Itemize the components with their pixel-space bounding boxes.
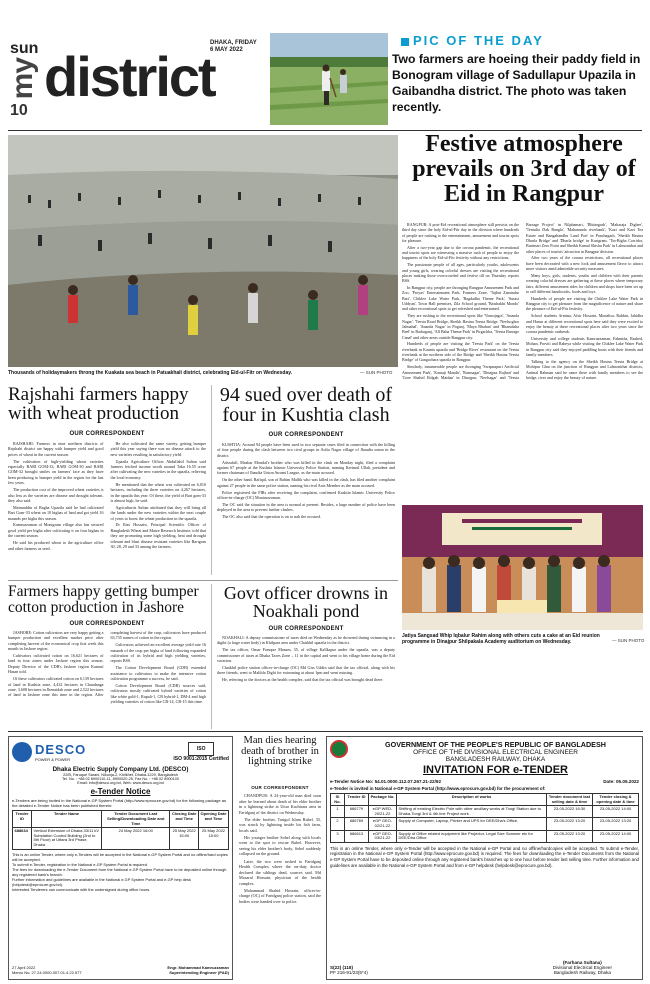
noakhali-byline: OUR CORRESPONDENT bbox=[268, 626, 344, 632]
chandpur-byline: OUR CORRESPONDENT bbox=[251, 785, 309, 790]
section-rule bbox=[8, 580, 398, 581]
railway-signer-title: Divisional Electrical Engineer bbox=[552, 965, 612, 970]
kushtia-para: KUSHTIA: Around 94 people have been sued in two separate cases filed in connection with the killing of four people during the clash between two rival groups in Aulia Nagar village of Jhaudia union in the district. bbox=[217, 442, 395, 458]
table-cell: Shifting of existing Electric Pole with other ancillary works at Tongi Station due to Dhaka-Tongi 3rd & 4th line Project work. bbox=[397, 806, 547, 818]
noakhali-para: Chatkhil police station officer-in-charge (OC) Md Giss Uddin said that the tax official, along with his three friends, went to Malihla Dighi for swimming at about 1pm and went missing. bbox=[217, 664, 395, 676]
festive-para: RANGPUR: A post-Eid recreational atmosphere still persists on the third day since the holy Eid-ul-Fitr day in the division where hundreds of people are rushing to the entertainment, amusement and tourist spots for pleasure. bbox=[402, 222, 519, 243]
beach-photo bbox=[8, 135, 398, 367]
railway-signer-org: Bangladesh Railway, Dhaka bbox=[553, 970, 611, 975]
desco-ad bbox=[8, 736, 233, 980]
kushtia-headline: 94 sued over death of four in Kushtia clash bbox=[219, 384, 393, 427]
jashore-para: The Cotton Development Board (CDB) extended assistance to cultivators to make the intensive cotton cultivation programme a success, he said. bbox=[110, 665, 206, 682]
potd-photo bbox=[270, 33, 388, 125]
desco-date: 27 April 2022 bbox=[12, 965, 36, 970]
railway-ad bbox=[326, 736, 643, 980]
table-header-row bbox=[13, 811, 229, 828]
desco-email: Email: info@desco.org.bd, Web: www.desco.org.bd bbox=[77, 781, 164, 785]
desco-company: Dhaka Electric Supply Company Ltd. (DESCO) bbox=[52, 766, 189, 773]
table-cell: 23-05-2022 14:00 bbox=[593, 806, 639, 818]
table-header: Package No. bbox=[369, 794, 397, 806]
rajshahi-para: Upazila Agriculture Officer Abdullahil Sultan said farmers fetched income worth around Taka 16.55 crore after cultivating the new varieties in the upazila, relieving the local economy. bbox=[110, 458, 206, 480]
rajshahi-para: Agriculturist Sultan attributed that they will bring all the lands under the new varieties within the next couple of years to boost the wheat production in the upazila. bbox=[110, 504, 206, 521]
chandpur-headline: Man dies hearing death of brother in lightning strike bbox=[241, 735, 319, 768]
table-cell: eGP GEO-02/21-22 bbox=[369, 818, 397, 830]
rajshahi-para: The production cost of the improved wheat varieties is also less as the varieties are disease and drought tolerant, they also said. bbox=[8, 487, 104, 503]
desco-signer-title: Superintending Engineer (P&D) bbox=[169, 970, 229, 975]
railway-notes: This is an online Tender, where only e-Tender will be accepted in the National e-GP Portal and no offline/hardcopies will be accepted. To submit e-Tender, registration in the National e-GP System Portal (http://www.eprocure.gov.bd) is required. The fees for downloading the e-Tender Documents from the National e-GP System Portal have to be deposited online through any registered bank's branches up to one hour before tender last selling time. Further information and guidelines are available in the National e-GP System Portal and from e-GP helpdesk (helpdesk@eprocure.gov.bd). bbox=[330, 845, 639, 868]
dateline-date: 6 MAY 2022 bbox=[210, 47, 243, 54]
desco-note: This is an online Tender, where only e-Tenders will be accepted in the National e-GP System Portal and no offline/hard copies will be accepted. bbox=[12, 851, 228, 862]
table-cell: Vertical Extension of Dhaka 33/11 kV Substation Control Building (2nd to 5th Floor) at Uttara 3rd Phase, Dhaka bbox=[32, 828, 102, 849]
desco-iso: ISO 9001:2015 Certified bbox=[173, 756, 229, 762]
table-cell: 1 bbox=[331, 806, 345, 818]
festive-para: Hundreds of people are visiting the Chiklee Lake Water Park in Rangpur city to get pleasure from the magnificence of nature and share the pleasure of Eid-ul-Fitr festivity. bbox=[526, 295, 643, 312]
festive-para: School students Armina, Afsir Hossain, Monalisa, Rabbin, Jahidha and Harun at different recreational spots here said they were excited to enjoy the beauty at these recreational places after two years since the corona pandemic outbreak. bbox=[526, 313, 643, 335]
jashore-para: Cultivators cultivated cotton on 16,621 hectares of land in four zones under Jashore region this season, Deputy Director of the CDB's Jashore region Kamrul Hasan told. bbox=[8, 653, 104, 675]
chandpur-para: The elder brother, Tarigul Islam Rubel, 35, was struck by lightning inside his fish farm, locals said. bbox=[239, 816, 321, 833]
desco-notes bbox=[12, 852, 229, 893]
table-row bbox=[13, 828, 229, 849]
table-cell: 24 May 2022 16:00 bbox=[102, 828, 170, 849]
table-cell: 23-05-2022 13:20 bbox=[593, 818, 639, 830]
rajshahi-byline: OUR CORRESPONDENT bbox=[69, 431, 145, 437]
beach-caption: Thousands of holidaymakers throng the Kuakata sea beach in Patuakhali district, celebrating Eid-ul-Fitr on Wednesday. bbox=[8, 370, 293, 376]
potd-label-text: PIC OF THE DAY bbox=[413, 33, 544, 48]
rajshahi-headline: Rajshahi farmers happy with wheat production bbox=[8, 384, 189, 425]
festive-body bbox=[402, 222, 643, 502]
table-row bbox=[331, 830, 639, 842]
table-header: Tender closing & opening date & time bbox=[593, 794, 639, 806]
noakhali-para: He, referring to the doctors at the health complex, said that the tax official was brought dead there. bbox=[222, 677, 384, 683]
table-row bbox=[331, 818, 639, 830]
table-cell: eGP WED-20/21-22 bbox=[369, 806, 397, 818]
kushtia-para: The OC said the situation in the area is normal at present. Besides, a large number of police have been deployed in the area to prevent further clashes. bbox=[217, 501, 395, 513]
table-header: Tender Name bbox=[32, 811, 102, 828]
column-divider bbox=[211, 385, 212, 575]
desco-signer: Engr. Mohammad Kamruzzaman bbox=[167, 965, 229, 970]
table-cell: Supply of Office related equipment like Projector, Legal Size Scanner etc for DEE/Dha Office bbox=[397, 830, 547, 842]
table-header: Tender document last selling date & time bbox=[547, 794, 593, 806]
rajshahi-para: The cultivation of high-yielding wheat varieties especially BARI GOM-33, BARI GOM-30 and BARI GOM-32 brought smiles on farmers' face as they have been producing to bumper yield in the region for the last few years. bbox=[8, 458, 104, 486]
railway-pf: PF 216-91/23(5*4) bbox=[330, 970, 368, 975]
column-divider bbox=[211, 584, 212, 729]
potd-marker-icon bbox=[401, 38, 409, 46]
railway-title: INVITATION FOR e-TENDER bbox=[422, 764, 569, 776]
table-header: Opening Date and Time bbox=[198, 811, 228, 828]
festive-para: Similarly, innumerable people are thronging 'Swapnapuri Artificial Amusement Park', 'Kantaji Mandir', 'Ramsagar', 'Dinajpur Rajbari' and 'Gore Shahid Eidgah Maidan' in Dinajpur, 'Neelsagar' and 'Teesta Barrage Project' in Nilphamari, 'Bhitargarh', 'Maharaja Dighee', 'Tentulia Dak Bangla', 'Mahananda riverbank', 'Kazi and Kazi Tea Estate and Bangabandhu Land Port' in Panchagarh, 'Sheikh Hasina Dharla Bridge' and 'Dharla bridge' in Kurigram, 'Tin-Bigha Corridor, Burimari Zero Point and Sheikh Kamal Shishu Park' in Lalmonirhat and other places of tourists' attraction in Rangpur division. bbox=[402, 222, 643, 380]
potd-label bbox=[401, 33, 544, 48]
table-header-row bbox=[331, 794, 639, 806]
table-header: Description of works bbox=[397, 794, 547, 806]
beach-credit: — SUN PHOTO bbox=[360, 370, 393, 375]
table-cell: eGP GEO-03/21-22 bbox=[369, 830, 397, 842]
railway-footer-right bbox=[553, 960, 612, 975]
table-header: Tender Document Last Selling/Downloading Date and Time bbox=[102, 811, 170, 828]
table-cell: 686779 bbox=[345, 806, 369, 818]
rajshahi-para: He also cultivated the same variety, getting bumper yield this year saying there was no disease attack to the new varieties resulting in satisfactory yield. bbox=[110, 441, 206, 457]
desco-note: The fees for downloading the e-Tender Document from the National e-GP System Portal have to be deposited online through any registered bank's branch. bbox=[12, 866, 227, 877]
desco-logo-icon bbox=[12, 742, 32, 762]
table-header: Tender ID bbox=[13, 811, 32, 828]
desco-notice-title: e-Tender Notice bbox=[90, 787, 151, 796]
table-header: Sl No. bbox=[331, 794, 345, 806]
railway-intro: e-Tender is invited in National e-GP System Portal (http://www.eprocure.gov.bd) for the procurement of: bbox=[330, 786, 546, 791]
iso-badge-icon: ISO bbox=[188, 742, 214, 756]
festive-para: Many boys, girls, students, youths and children with their parents wearing colorful dresses are gathering at these places where temporary fairs, different amusement rides for children and shops have been set up to sell different handicrafts, foods and toys. bbox=[526, 272, 643, 294]
table-row bbox=[331, 806, 639, 818]
table-cell: 3 bbox=[331, 830, 345, 842]
page-number: 10 bbox=[10, 102, 28, 119]
table-cell: 23-05-2022 16:30 bbox=[547, 806, 593, 818]
jatiya-credit: — SUN PHOTO bbox=[612, 638, 645, 643]
jashore-byline: OUR CORRESPONDENT bbox=[69, 621, 145, 627]
jashore-headline: Farmers happy getting bumper cotton production in Jashore bbox=[8, 583, 199, 616]
desco-logo: DESCO bbox=[35, 742, 87, 757]
festive-para: University and college students Kamruzzaman, Fahmida, Rashed, Mohan, Proviti and Rabeya while visiting the Chiklee Lake Water Park in Rangpur city said they enjoyed paddling boats with their friends and family members. bbox=[526, 336, 643, 358]
desco-table bbox=[12, 810, 229, 849]
table-cell: 25 May 2022 15:00 bbox=[170, 828, 198, 849]
festive-headline: Festive atmosphere prevails on 3rd day of Eid in Rangpur bbox=[412, 131, 636, 208]
desco-intro: e-Tenders are being invited in the National e-GP System Portal (http://www.eprocure.gov.bd) for the following package as the detailed e-Tender Notice has been published therein: bbox=[12, 798, 226, 809]
table-cell: 25 May 2022 15:00 bbox=[198, 828, 228, 849]
kushtia-para: Ashrafull, Mazhar Mondal's brother who was killed in the clash on Monday night, filed a complaint against 67 people at the Kushtia Islamic University Police Station, naming Kerimul Ullah, president and former chairman of Jhaudia Union Awami League, as the main accused. bbox=[217, 459, 395, 476]
jashore-body bbox=[8, 630, 206, 730]
jatiya-caption: Jatiya Sangsad Whip Iqbalur Rahim along with others cuts a cake at an Eid reunion programme in Dinajpur Shilpakala Academy auditorium on Wednesday. bbox=[402, 633, 600, 646]
rajshahi-para: He said his produced wheat to the agriculture office and other farmers as seed. bbox=[8, 540, 104, 551]
railway-office: OFFICE OF THE DIVISIONAL ELECTRICAL ENGINEER bbox=[413, 749, 578, 756]
desco-note: To submit e-Tender, registration in the National e-GP System Portal is required. bbox=[12, 861, 148, 867]
desco-tel: Tel. No. : +88 02 8900110-11, 8900020-25, Fax No. : +88 02 8900100 bbox=[61, 777, 180, 781]
railway-notice-line bbox=[330, 779, 639, 784]
desco-note: Further information and guidelines are available in the National e-GP System Portal and e-GP help desk (helpdesk@eprocure.gov.bd). bbox=[12, 876, 191, 887]
desco-address: 22/B, Faruque Sarani, Nikunja-2, Khilkhet, Dhaka-1229, Bangladesh bbox=[63, 773, 178, 777]
table-cell: 688634 bbox=[13, 828, 32, 849]
jatiya-photo bbox=[402, 505, 643, 630]
potd-caption: Two farmers are hoeing their paddy field in Bonogram village of Sadullapur Upazila in Gaibandha district. The photo was taken recently. bbox=[392, 52, 641, 114]
noakhali-headline: Govt officer drowns in Noakhali pond bbox=[223, 583, 389, 622]
rajshahi-para: Kamruzzaman of Monigram village also has secured good yield per bigha after cultivating it on four bighas in the current season. bbox=[8, 522, 104, 539]
table-header: Tender ID bbox=[345, 794, 369, 806]
railway-footer-left bbox=[330, 965, 368, 975]
noakhali-para: The tax officer, Omar Faruque Masum, 35, of village Kallkapur under the upazila, was a deputy commissioner of taxes at Dhaka Taxes Zone – 11 in the capital and went to his village home during the Eid vacation. bbox=[217, 647, 395, 664]
rajshahi-para: He mentioned that the wheat was cultivated on 6,016 hectares, including the three varieties on 4,267 hectares, in the upazila this year. Of these, the yield of Bari gom-33 is almost high, he said. bbox=[110, 481, 206, 503]
masthead-my: my bbox=[6, 58, 39, 100]
kushtia-body bbox=[217, 442, 395, 577]
desco-footer-left bbox=[12, 965, 82, 975]
festive-para: After two years of the corona restrictions, all recreational places have been decorated with a new look and amusement flavor to attract more visitors amid admirable security measures. bbox=[526, 255, 643, 272]
masthead-district: district bbox=[44, 45, 215, 108]
kushtia-para: The OC also said that the operation is on to nab the accused. bbox=[222, 514, 322, 520]
jashore-para: Of these cultivators cultivated cotton on 6,139 hectares of land in Kushtia zone, 4,432 hectares in Chuadanga zone, 3,608 hectares in Jhenaidah zone and 2,522 hectares of land in Jashore zone this time in the region. After completing harvest of the crop, cultivators have produced 63,735 tonnes of cotton in the region. bbox=[8, 630, 206, 698]
festive-para: Talking to the agency on the Sheikh Hasina Teesta Bridge at Mohipur Ghat on the junction of Rangpur and Lalmonirhat districts, Animal Rahman said he came there with family members to see the bridge, river and enjoy the beauty of nature. bbox=[526, 358, 643, 380]
table-cell: 686769 bbox=[345, 818, 369, 830]
railway-gov: GOVERNMENT OF THE PEOPLE'S REPUBLIC OF BANGLADESH bbox=[385, 740, 606, 749]
railway-ref: S(22) (118) bbox=[330, 965, 353, 970]
kushtia-para: On the other hand, Rafiqul, son of Rahim Mallik who was killed in the clash, has filed another complaint against 27 people in the same police station, naming his rival Anis Member as the main accused. bbox=[217, 477, 395, 488]
table-cell: Supply of Computer, Laptop, Printer and UPS for DEE/Dha's Office. bbox=[397, 818, 547, 830]
jashore-para: JASHORE: Cotton cultivators are very happy getting a bumper production and excellent market price after completing harvest of the economical crop first week this month in Jashore region. bbox=[8, 630, 104, 652]
table-cell: 23-05-2022 14:00 bbox=[593, 830, 639, 842]
bd-emblem-icon bbox=[330, 740, 348, 758]
dateline bbox=[210, 40, 257, 54]
desco-note: Interested Tenderers can communicate with the undersigned during office hours. bbox=[12, 887, 151, 893]
railway-signer: (Farhana Sultana) bbox=[562, 960, 602, 965]
kushtia-para: Police registered the FIRs after receiving the complaint, confirmed Kushtia Islamic University Police officer-in-charge (OC) Moniruzzaman. bbox=[217, 489, 395, 501]
table-cell: 23-05-2022 13:20 bbox=[547, 818, 593, 830]
festive-para: They are rushing to the recreational spots like 'Vinnojagot', 'Ananda Nagar', 'Teesta Road Bridge, Sheikh Hasina Teesta Bridge, 'Neelsoghor Jalmahal', 'Ananda Nagar' in Pirganj, 'Maya Bhaban' and 'Bharudaha Beel' in Badarganj, 'All Baba Theme Park' in Pirgachha, 'Teesta Barrage Canal' and other areas outside Rangpur city. bbox=[402, 313, 519, 340]
desco-tagline: POWER & POWER bbox=[35, 757, 71, 762]
kushtia-byline: OUR CORRESPONDENT bbox=[268, 432, 344, 438]
railway-notice-no: e-Tender Notice No: 54.01.0000.112.07.267.21-22/92 bbox=[330, 779, 441, 784]
table-cell: 686613 bbox=[345, 830, 369, 842]
jashore-para: Cotton Development Board (CDB) sources said, cultivators mostly cultivated hybrid varieties of cotton like white gold-1, Rupali-1, CB hybrid-1, DM-4 and high yielding varieties of cotton like CB-14, CB-15 this time. bbox=[110, 683, 206, 705]
rajshahi-para: RAJSHAHI: Farmers in nine northern districts of Rajshahi district are happy with bumper yield and good prices of wheat in the current season. bbox=[8, 441, 104, 457]
festive-para: After a two-year gap due to the corona pandemic, the recreational and tourist spots are witnessing a massive rush of people to enjoy the happiness of the holy Eid-ul-Fitr festivity without any restrictions. bbox=[402, 244, 519, 261]
table-header: Closing Date and Time bbox=[170, 811, 198, 828]
dateline-place: DHAKA, FRIDAY bbox=[210, 40, 257, 46]
masthead-sun: sun bbox=[10, 40, 39, 57]
festive-para: The passionate people of all ages, particularly youths, adolescents and young girls, wearing colorful dresses are visiting the recreational places making those overcrowded and festive till on Thursday reports BSS. bbox=[402, 262, 519, 284]
rajshahi-para: Maimuddin of Bagha Upazila said he had cultivated Bari Gom-33 wheat on 10 bighas of land and got yield 16 maunds per bigha this season. bbox=[8, 504, 104, 521]
rajshahi-para: Dr Ilias Hossain, Principal Scientific Officer of Bangladesh Wheat and Maize Research Institute, told that they are promoting some high yielding, heat and drought tolerant and blast disease resistant varieties like Barigom 30, 28, 29 and 33 among the farmers. bbox=[110, 522, 206, 550]
noakhali-body bbox=[217, 635, 395, 730]
chandpur-para: Later, the two were rushed to Faridganj Health Complex where the on-duty doctor declared the siblings dead, sources said. Md Mosaraf Hossain, physician of the health complex. bbox=[239, 858, 321, 886]
rajshahi-body bbox=[8, 441, 206, 579]
desco-footer-right bbox=[167, 965, 229, 975]
chandpur-para: Mohammad Shahid Hossain, officer-in-charge (OC) of Faridganj police station, said the bodies were handed over to police. bbox=[239, 887, 321, 904]
festive-para: In Rangpur city, people are thronging Rangpur Amusement Park and Zoo, 'Proyas' Entertainment Park, Farmers Zone, 'Tajhat Zamindar Bari', Chiklee Lake Water Park, 'Bagdadha Theme Park', 'Surasi Uddyan', Town Hall premises, Zila School ground, 'Baishakhi Mondo' and other recreational spots to get refreshed and entertained. bbox=[402, 285, 519, 312]
chandpur-para: CHANDPUR: A 24-year-old man died soon after he learned about death of his elder brother in a lightning strike at Uttar Kachtrara area in Faridganj of the district on Wednesday. bbox=[239, 793, 321, 815]
table-cell: 2 bbox=[331, 818, 345, 830]
jashore-para: Cultivators achieved an excellent average yield rate 16 maunds of the crop per bigha of land following expanded cultivation of its hybrid and high yielding varieties, reports BSS. bbox=[110, 642, 206, 664]
railway-notice-date: Date: 05.05.2022 bbox=[603, 779, 639, 784]
noakhali-para: NOAKHALI: A deputy commissioner of taxes died on Wednesday as he drowned during swimming in a digihi (a large water body) in Khilpara area under Chatkhil upazila in the district. bbox=[217, 635, 395, 646]
railway-org: BANGLADESH RAILWAY, DHAKA bbox=[445, 756, 546, 763]
festive-para: Hundreds of people are visiting the 'Teesta Park' on the Teesta riverbank in Kaunia upazila and 'Bridge River' restaurant on the Teesta riverbank at the northern side of the Bridge and 'Sheikh Hasina Teesta Bridge' of Gangachara upazila in Rangpur. bbox=[402, 341, 519, 363]
chandpur-para: His younger brother Sohel along with locals went to the spot to rescue Rubel. However, seeing his elder brother's body, Sohel suddenly collapsed on the ground. bbox=[239, 834, 321, 857]
chandpur-body bbox=[239, 793, 321, 980]
desco-memo: Memo No: 27.24.0000.007.01.4.22.577 bbox=[12, 970, 82, 975]
railway-table bbox=[330, 793, 639, 843]
section-rule bbox=[8, 731, 643, 732]
table-cell: 23-05-2022 13:20 bbox=[547, 830, 593, 842]
